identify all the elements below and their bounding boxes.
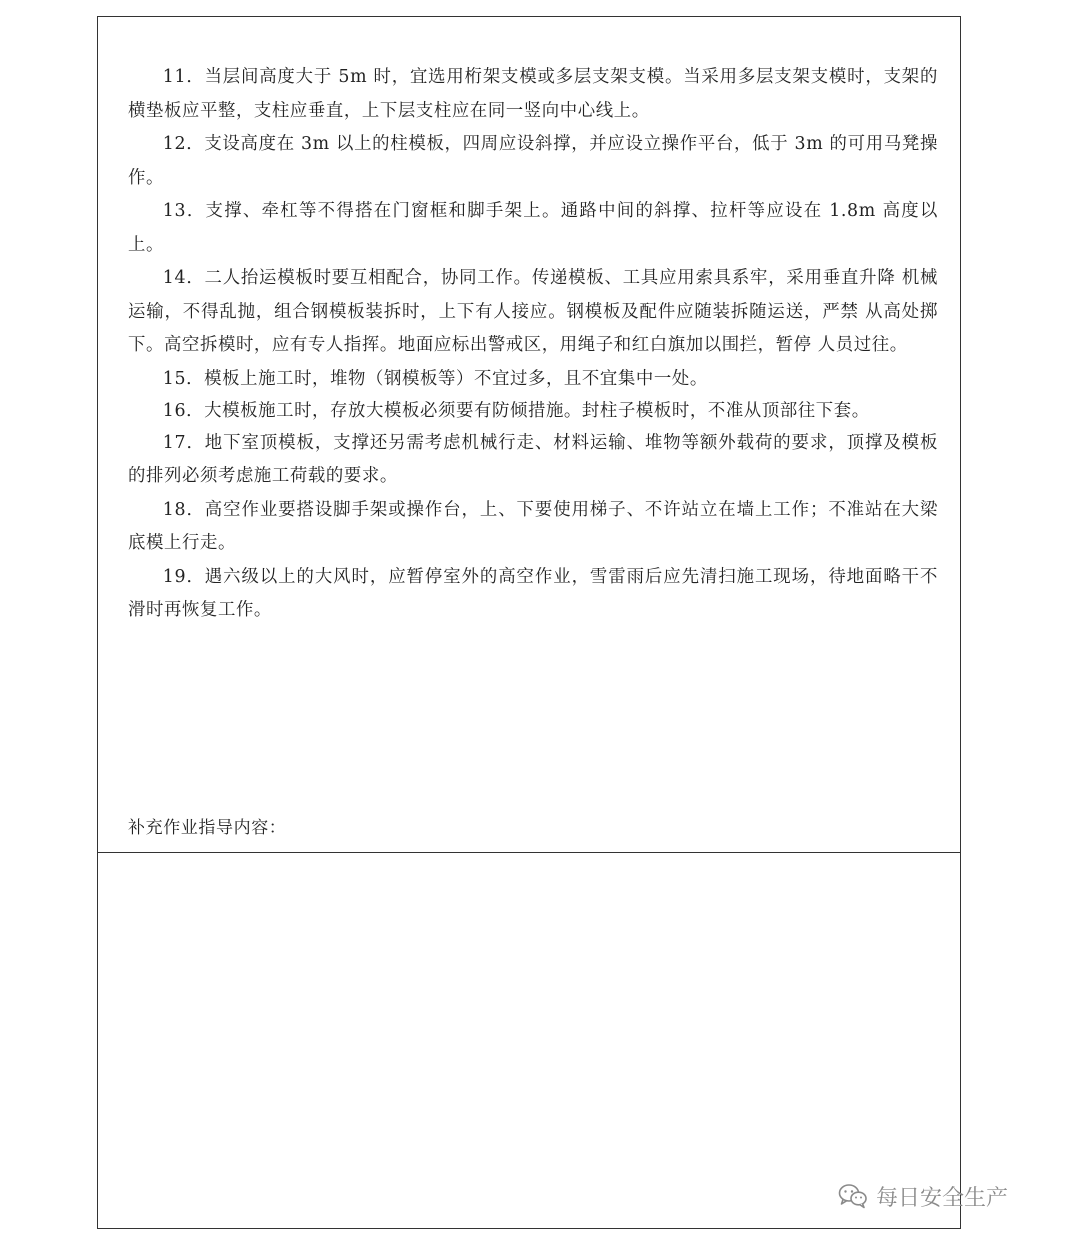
instruction-item-19: 19．遇六级以上的大风时，应暂停室外的高空作业，雪雷雨后应先清扫施工现场，待地面略干不滑时再恢复工作。 bbox=[128, 566, 938, 620]
watermark-text: 每日安全生产 bbox=[876, 1185, 1009, 1211]
instruction-item-11: 11．当层间高度大于 5m 时，宜选用桁架支模或多层支架支模。当采用多层支架支模时，支架的横垫板应平整，支柱应垂直，上下层支柱应在同一竖向中心线上。 bbox=[128, 67, 938, 121]
instruction-item-14: 14．二人抬运模板时要互相配合，协同工作。传递模板、工具应用索具系牢，采用垂直升降 机械运输，不得乱抛，组合钢模板装拆时，上下有人接应。钢模板及配件应随装拆随运送，严禁 从高处掷下。高空拆模时，应有专人指挥。地面应标出警戒区，用绳子和红白旗加以围拦，暂停 人员过往。 bbox=[128, 268, 938, 355]
instruction-item-16: 16．大模板施工时，存放大模板必须要有防倾措施。封柱子模板时，不准从顶部往下套。 bbox=[162, 400, 870, 421]
instruction-item-13: 13．支撑、牵杠等不得搭在门窗框和脚手架上。通路中间的斜撑、拉杆等应设在 1.8m 高度以上。 bbox=[128, 201, 938, 255]
instructions-cell bbox=[98, 17, 960, 853]
instruction-item-15: 15．模板上施工时，堆物（钢模板等）不宜过多，且不宜集中一处。 bbox=[162, 368, 708, 389]
instruction-item-18: 18．高空作业要搭设脚手架或操作台，上、下要使用梯子、不许站立在墙上工作；不准站在大梁底模上行走。 bbox=[128, 499, 938, 553]
wechat-icon bbox=[838, 1183, 868, 1209]
supplement-label: 补充作业指导内容： bbox=[128, 818, 287, 838]
document-table bbox=[97, 16, 961, 1229]
instruction-item-12: 12．支设高度在 3m 以上的柱模板，四周应设斜撑，并应设立操作平台，低于 3m 的可用马凳操作。 bbox=[128, 134, 938, 188]
instruction-list bbox=[128, 61, 938, 628]
instruction-item-17: 17．地下室顶模板，支撑还另需考虑机械行走、材料运输、堆物等额外载荷的要求，顶撑及模板的排列必须考虑施工荷载的要求。 bbox=[128, 432, 938, 486]
supplement-content-cell bbox=[98, 853, 960, 1229]
watermark bbox=[838, 1176, 1008, 1216]
